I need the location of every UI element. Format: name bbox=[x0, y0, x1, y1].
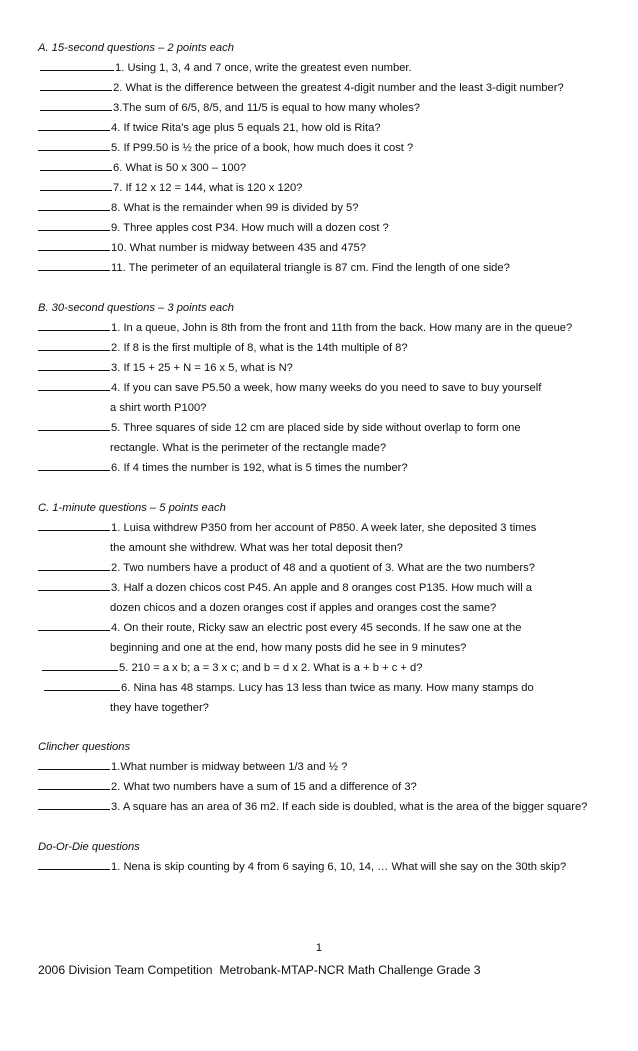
answer-blank[interactable] bbox=[38, 338, 110, 351]
question-text: 3. Half a dozen chicos cost P45. An apple and 8 oranges cost P135. How much will a bbox=[111, 582, 533, 594]
question-text: 1. In a queue, John is 8th from the front and 11th from the back. How many are in the queue? bbox=[111, 322, 573, 334]
answer-blank[interactable] bbox=[38, 857, 110, 870]
answer-blank[interactable] bbox=[40, 178, 112, 191]
question-text-continued: the amount she withdrew. What was her total deposit then? bbox=[110, 542, 403, 554]
question-text: 2. What two numbers have a sum of 15 and a difference of 3? bbox=[111, 781, 417, 793]
answer-blank[interactable] bbox=[38, 458, 110, 471]
question-text: 1. Luisa withdrew P350 from her account of P850. A week later, she deposited 3 times bbox=[111, 522, 537, 534]
question-text: 6. What is 50 x 300 – 100? bbox=[113, 162, 247, 174]
footer bbox=[38, 960, 481, 980]
question-item bbox=[38, 118, 608, 138]
question-item bbox=[38, 458, 608, 478]
answer-blank[interactable] bbox=[38, 578, 110, 591]
question-text: 6. If 4 times the number is 192, what is 5 times the number? bbox=[111, 462, 408, 474]
question-item bbox=[38, 378, 608, 398]
answer-blank[interactable] bbox=[40, 58, 114, 71]
answer-blank[interactable] bbox=[38, 358, 110, 371]
question-item bbox=[38, 777, 608, 797]
question-text: 4. On their route, Ricky saw an electric post every 45 seconds. If he saw one at the bbox=[111, 622, 522, 634]
section-2 bbox=[38, 298, 608, 478]
question-text: 3. If 15 + 25 + N = 16 x 5, what is N? bbox=[111, 362, 293, 374]
question-text: 2. If 8 is the first multiple of 8, what is the 14th multiple of 8? bbox=[111, 342, 408, 354]
question-item bbox=[38, 198, 608, 218]
answer-blank[interactable] bbox=[38, 218, 110, 231]
question-text: 4. If you can save P5.50 a week, how many weeks do you need to save to buy yourself bbox=[111, 382, 542, 394]
question-text: 3.The sum of 6/5, 8/5, and 11/5 is equal to how many wholes? bbox=[113, 102, 421, 114]
question-item bbox=[38, 338, 608, 358]
question-item bbox=[38, 178, 608, 198]
question-text: 1.What number is midway between 1/3 and ½ ? bbox=[111, 761, 348, 773]
answer-blank[interactable] bbox=[38, 378, 110, 391]
answer-blank[interactable] bbox=[38, 757, 110, 770]
question-item bbox=[38, 78, 608, 98]
question-text: 6. Nina has 48 stamps. Lucy has 13 less than twice as many. How many stamps do bbox=[121, 682, 534, 694]
section-heading: Clincher questions bbox=[38, 741, 131, 753]
section-heading: B. 30-second questions – 3 points each bbox=[38, 302, 234, 314]
section-heading: Do-Or-Die questions bbox=[38, 841, 140, 853]
section-5 bbox=[38, 837, 608, 877]
answer-blank[interactable] bbox=[38, 238, 110, 251]
question-item bbox=[38, 358, 608, 378]
question-text: 1. Using 1, 3, 4 and 7 once, write the greatest even number. bbox=[115, 62, 412, 74]
question-text-continued: a shirt worth P100? bbox=[110, 402, 207, 414]
question-item bbox=[38, 678, 608, 698]
question-text: 11. The perimeter of an equilateral triangle is 87 cm. Find the length of one side? bbox=[111, 262, 510, 274]
question-text: 4. If twice Rita's age plus 5 equals 21, how old is Rita? bbox=[111, 122, 381, 134]
question-text: 1. Nena is skip counting by 4 from 6 saying 6, 10, 14, … What will she say on the 30th skip? bbox=[111, 861, 567, 873]
answer-blank[interactable] bbox=[38, 258, 110, 271]
footer-competition: 2006 Division Team Competition bbox=[38, 963, 213, 977]
question-text-continued: they have together? bbox=[110, 702, 209, 714]
question-text-continued: dozen chicos and a dozen oranges cost if apples and oranges cost the same? bbox=[110, 602, 497, 614]
question-item bbox=[38, 518, 608, 538]
question-text: 5. Three squares of side 12 cm are placed side by side without overlap to form one bbox=[111, 422, 521, 434]
question-item bbox=[38, 98, 608, 118]
answer-blank[interactable] bbox=[38, 118, 110, 131]
question-text: 7. If 12 x 12 = 144, what is 120 x 120? bbox=[113, 182, 303, 194]
question-item bbox=[38, 418, 608, 438]
answer-blank[interactable] bbox=[40, 98, 112, 111]
question-text: 2. What is the difference between the greatest 4-digit number and the least 3-digit number? bbox=[113, 82, 564, 94]
answer-blank[interactable] bbox=[38, 318, 110, 331]
question-item bbox=[38, 258, 608, 278]
answer-blank[interactable] bbox=[38, 797, 110, 810]
answer-blank[interactable] bbox=[40, 158, 112, 171]
section-heading: C. 1-minute questions – 5 points each bbox=[38, 502, 226, 514]
answer-blank[interactable] bbox=[42, 658, 118, 671]
question-text: 5. If P99.50 is ½ the price of a book, how much does it cost ? bbox=[111, 142, 414, 154]
footer-title: Metrobank-MTAP-NCR Math Challenge Grade 3 bbox=[219, 963, 481, 977]
section-1 bbox=[38, 38, 608, 278]
answer-blank[interactable] bbox=[38, 138, 110, 151]
answer-blank[interactable] bbox=[38, 558, 110, 571]
answer-blank[interactable] bbox=[38, 518, 110, 531]
question-item bbox=[38, 658, 608, 678]
question-item bbox=[38, 578, 608, 598]
question-item bbox=[38, 218, 608, 238]
question-text-continued: beginning and one at the end, how many posts did he see in 9 minutes? bbox=[110, 642, 467, 654]
question-item bbox=[38, 238, 608, 258]
answer-blank[interactable] bbox=[38, 777, 110, 790]
question-item bbox=[38, 797, 608, 817]
question-item bbox=[38, 857, 608, 877]
question-text: 8. What is the remainder when 99 is divided by 5? bbox=[111, 202, 359, 214]
question-item bbox=[38, 558, 608, 578]
section-heading: A. 15-second questions – 2 points each bbox=[38, 42, 234, 54]
question-item bbox=[38, 158, 608, 178]
answer-blank[interactable] bbox=[40, 78, 112, 91]
page-number: 1 bbox=[315, 942, 323, 954]
question-text: 9. Three apples cost P34. How much will a dozen cost ? bbox=[111, 222, 389, 234]
section-4 bbox=[38, 737, 608, 817]
answer-blank[interactable] bbox=[38, 198, 110, 211]
question-text: 10. What number is midway between 435 and 475? bbox=[111, 242, 366, 254]
section-3 bbox=[38, 498, 608, 718]
answer-blank[interactable] bbox=[38, 418, 110, 431]
question-text: 5. 210 = a x b; a = 3 x c; and b = d x 2. What is a + b + c + d? bbox=[119, 662, 423, 674]
question-item bbox=[38, 318, 608, 338]
question-item bbox=[38, 757, 608, 777]
question-item bbox=[38, 58, 608, 78]
question-text: 2. Two numbers have a product of 48 and a quotient of 3. What are the two numbers? bbox=[111, 562, 535, 574]
question-text-continued: rectangle. What is the perimeter of the rectangle made? bbox=[110, 442, 387, 454]
question-text: 3. A square has an area of 36 m2. If each side is doubled, what is the area of the bigger square? bbox=[111, 801, 588, 813]
answer-blank[interactable] bbox=[38, 618, 110, 631]
answer-blank[interactable] bbox=[44, 678, 120, 691]
question-item bbox=[38, 138, 608, 158]
question-item bbox=[38, 618, 608, 638]
